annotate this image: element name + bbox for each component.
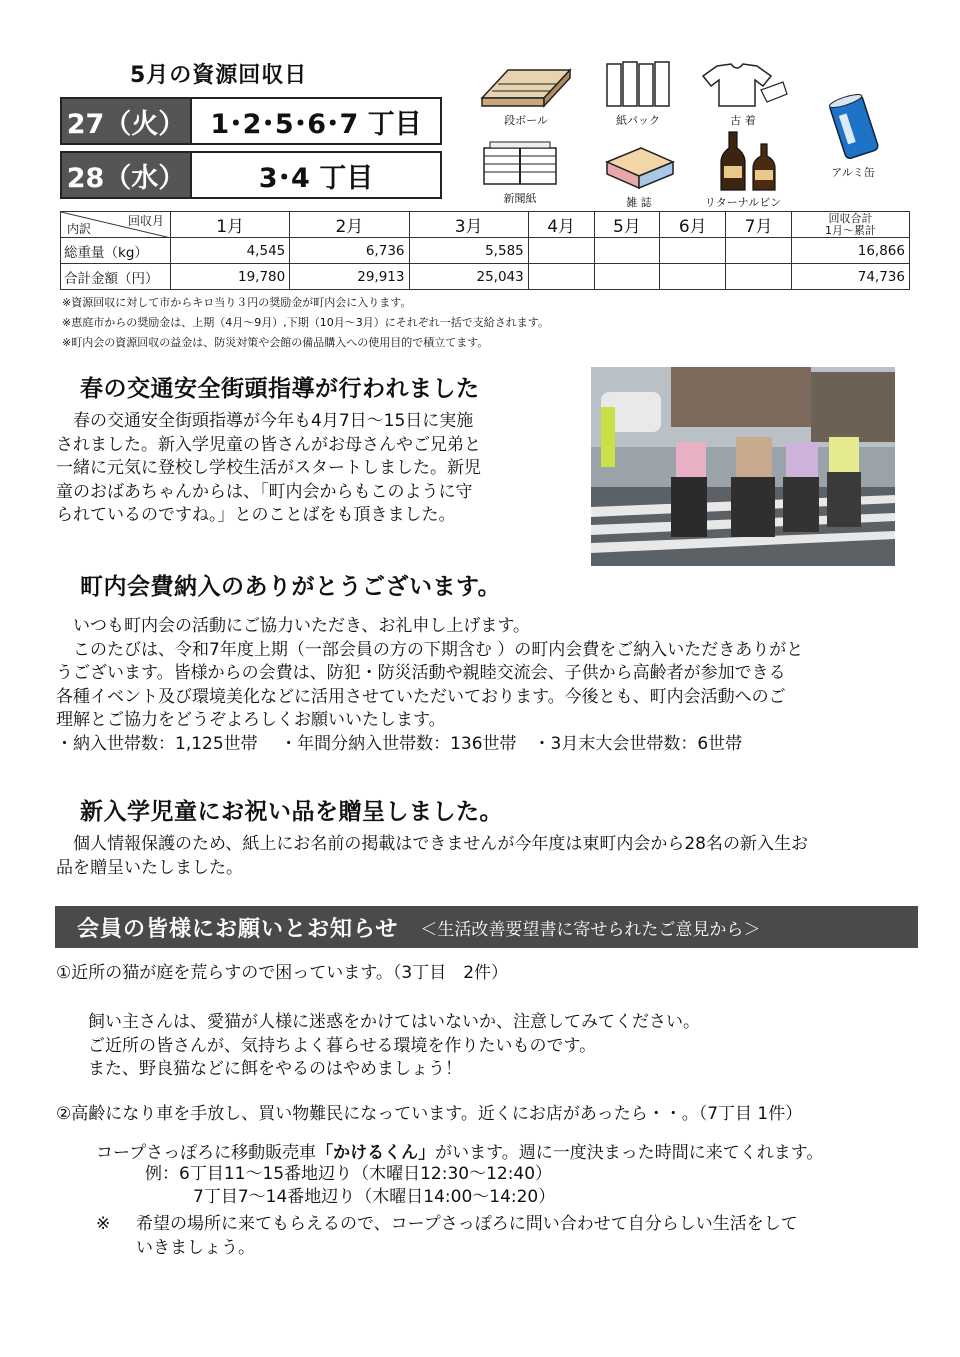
table-total-cell: 16,866 — [792, 238, 910, 264]
table-cell: 29,913 — [290, 264, 409, 290]
table-cell: 6,736 — [290, 238, 409, 264]
milk-carton-item — [603, 60, 673, 128]
month-header: 5月 — [594, 212, 660, 238]
table-corner-cell — [61, 212, 171, 238]
traffic-line: 童のおばあちゃんからは、「町内会からもこのように守 — [56, 481, 473, 502]
aluminum-label: アルミ缶 — [831, 166, 875, 179]
traffic-heading: 春の交通安全街頭指導が行われました — [80, 376, 480, 402]
schedule-date: 28（水） — [62, 153, 192, 197]
banner-subtitle: ＜生活改善要望書に寄せられたご意見から＞ — [420, 919, 761, 940]
table-cell: 25,043 — [409, 264, 528, 290]
month-header: 6月 — [660, 212, 726, 238]
item2-note-line: いきましょう。 — [136, 1237, 255, 1258]
item1-line: また、野良猫などに餌をやるのはやめましょう！ — [88, 1059, 462, 1079]
fees-line: 各種イベント及び環境美化などに活用させていただいております。今後とも、町内会活動へのご — [56, 686, 786, 707]
cardboard-label: 段ボール — [504, 114, 548, 127]
note-line: ※町内会の資源回収の益金は、防災対策や会館の備品購入への使用目的で積立てます。 — [62, 336, 489, 349]
schedule-row-27 — [60, 97, 442, 145]
cardboard-icon — [478, 62, 574, 110]
gifts-body — [56, 833, 936, 880]
fees-stats: ・納入世帯数：1,125世帯 ・年間分納入世帯数：136世帯 ・3月末大会世帯数：6世帯 — [56, 733, 743, 754]
newspaper-icon — [480, 140, 560, 188]
gifts-heading: 新入学児童にお祝い品を贈呈しました。 — [80, 799, 503, 825]
traffic-line: されました。新入学児童の皆さんがお母さんやご兄弟と — [56, 434, 481, 455]
table-total-cell: 74,736 — [792, 264, 910, 290]
item1-line: ご近所の皆さんが、気持ちよく暮らせる環境を作りたいものです。 — [88, 1035, 597, 1056]
table-cell: 4,545 — [171, 238, 290, 264]
item2-line1-em: 「かけるくん」 — [316, 1143, 436, 1163]
table-cell — [660, 238, 726, 264]
item2-note-mark: ※ — [96, 1214, 111, 1234]
item1-title: ①近所の猫が庭を荒らすので困っています。（3丁目 2件） — [56, 963, 509, 983]
bottle-item — [703, 130, 783, 210]
bottle-icon — [703, 130, 783, 192]
table-cell — [594, 264, 660, 290]
notice-banner — [55, 906, 918, 948]
bottle-label: リターナルビン — [704, 196, 782, 209]
corner-bottom-label: 内訳 — [67, 222, 92, 236]
item2-note — [136, 1213, 798, 1260]
traffic-line: られているのですね。」とのことばをも頂きました。 — [56, 505, 456, 525]
table-cell — [528, 264, 594, 290]
cumulative-header-line2: 1月～累計 — [825, 223, 876, 237]
month-header: 3月 — [409, 212, 528, 238]
item2-title: ②高齢になり車を手放し、買い物難民になっています。近くにお店があったら・・。（7丁目 1件） — [56, 1104, 803, 1124]
month-header: 2月 — [290, 212, 409, 238]
note-line: ※資源回収に対して市からキロ当り３円の奨励金が町内会に入ります。 — [62, 296, 412, 309]
magazine-icon — [601, 142, 677, 192]
table-cell: 5,585 — [409, 238, 528, 264]
row-label: 合計金額（円） — [61, 264, 171, 290]
schedule-area: 3･4 丁目 — [258, 162, 374, 194]
table-row — [61, 238, 910, 264]
fees-line: このたびは、令和7年度上期（一部会員の方の下期含む ）の町内会費をご納入いただきありがと — [56, 639, 804, 660]
month-header: 4月 — [528, 212, 594, 238]
traffic-body — [56, 410, 586, 528]
milk-carton-icon — [603, 60, 673, 110]
fees-line: 理解とご協力をどうぞよろしくお願いいたします。 — [56, 710, 446, 730]
aluminum-item — [813, 92, 893, 180]
cardboard-item — [478, 62, 574, 128]
fees-body — [56, 615, 926, 756]
magazine-item — [601, 142, 677, 210]
item2-line1 — [96, 1142, 823, 1166]
newspaper-item — [480, 140, 560, 206]
clothes-item — [697, 60, 789, 128]
row-label: 総重量（kg） — [61, 238, 171, 264]
schedule-date: 27（火） — [62, 99, 192, 143]
item2-note-line: 希望の場所に来てもらえるので、コープさっぽろに問い合わせて自分らしい生活をして — [136, 1214, 798, 1234]
table-cell — [528, 238, 594, 264]
table-cell — [594, 238, 660, 264]
recycling-table — [60, 211, 910, 290]
table-cell: 19,780 — [171, 264, 290, 290]
gifts-line: 品を贈呈いたしました。 — [56, 857, 243, 878]
item2-line1-post: がいます。週に一度決まった時間に来てくれます。 — [435, 1143, 824, 1163]
corner-top-label: 回収月 — [127, 214, 164, 228]
crosswalk-photo — [591, 367, 895, 566]
table-header-row — [61, 212, 910, 238]
item1-body — [88, 1011, 700, 1082]
aluminum-can-icon — [813, 92, 893, 162]
banner-title: 会員の皆様にお願いとお知らせ — [77, 916, 399, 942]
schedule-row-28 — [60, 151, 442, 199]
cumulative-header — [792, 212, 910, 238]
fees-line: うございます。皆様からの会費は、防犯・防災活動や親睦交流会、子供から高齢者が参加できる — [56, 663, 786, 683]
month-header: 1月 — [171, 212, 290, 238]
magazine-label: 雑 誌 — [626, 196, 652, 209]
note-line: ※恵庭市からの奨励金は、上期（4月～9月）,下期（10月～3月）にそれぞれ一括で支給されます。 — [62, 316, 549, 329]
fees-line: いつも町内会の活動にご協力いただき、お礼申し上げます。 — [56, 616, 530, 636]
fees-heading: 町内会費納入のありがとうございます。 — [80, 574, 502, 600]
shirt-icon — [697, 60, 789, 110]
newspaper-label: 新聞紙 — [503, 192, 537, 205]
item2-example1: 例：6丁目11～15番地辺り（木曜日12:30～12:40） — [145, 1164, 553, 1184]
item1-line: 飼い主さんは、愛猫が人様に迷惑をかけてはいないか、注意してみてください。 — [88, 1012, 700, 1032]
traffic-line: 春の交通安全街頭指導が今年も4月7日～15日に実施 — [56, 411, 474, 431]
month-header: 7月 — [726, 212, 792, 238]
item2-example2: 7丁目7～14番地辺り（木曜日14:00～14:20） — [193, 1187, 556, 1207]
item2-line1-pre: コープさっぽろに移動販売車 — [96, 1143, 317, 1163]
table-row — [61, 264, 910, 290]
schedule-title: 5月の資源回収日 — [130, 63, 308, 88]
cumulative-header-line1: 回収合計 — [828, 211, 873, 225]
table-cell — [726, 264, 792, 290]
table-cell — [660, 264, 726, 290]
traffic-line: 一緒に元気に登校し学校生活がスタートしました。新児 — [56, 458, 481, 478]
gifts-line: 個人情報保護のため、紙上にお名前の掲載はできませんが今年度は東町内会から28名の新入生お — [56, 834, 808, 854]
clothes-label: 古 着 — [730, 114, 756, 127]
schedule-area: 1･2･5･6･7 丁目 — [210, 108, 422, 140]
table-cell — [726, 238, 792, 264]
milk-carton-label: 紙パック — [616, 114, 660, 127]
